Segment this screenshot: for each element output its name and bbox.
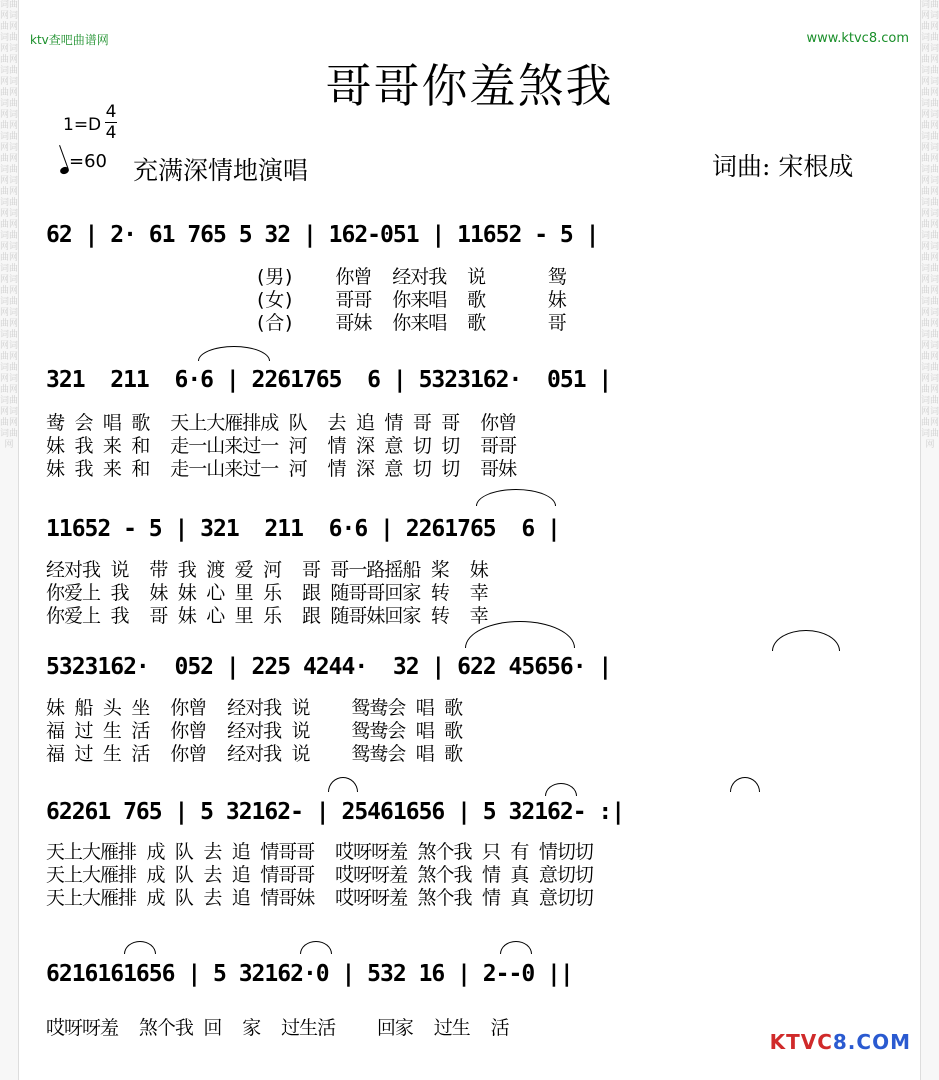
music-notes: 62261 765 | 5 32162- | 25461656 | 5 32162- :| <box>46 799 625 825</box>
tempo-value: =60 <box>69 151 107 172</box>
right-watermark-text: 词曲网词曲网词曲网词曲网词曲网词曲网词曲网词曲网词曲网词曲网词曲网词曲网词曲网词曲网词曲网词曲网词曲网词曲网词曲网词曲网词曲网词曲网词曲网词曲网词曲网词曲网词曲网 <box>921 0 939 450</box>
lyric-line-1-verse-2: (女) 哥哥 你来唱 歌 妹 <box>46 289 566 311</box>
lyric-line-2-verse-1: 鸯 会 唱 歌 天上大雁排成 队 去 追 情 哥 哥 你曾 <box>46 412 517 434</box>
slur <box>772 630 840 651</box>
music-line-1 <box>46 222 892 254</box>
lyric-line-6: 哎呀呀羞 煞个我 回 家 过生活 回家 过生 活 <box>46 1017 509 1039</box>
lyric-line-3-verse-1: 经对我 说 带 我 渡 爱 河 哥 哥一路摇船 桨 妹 <box>46 559 488 581</box>
time-signature <box>105 102 117 143</box>
slur <box>500 941 532 954</box>
slur <box>124 941 156 954</box>
lyric-line-1-verse-1: (男) 你曾 经对我 说 鸳 <box>46 266 566 288</box>
lyricist-composer: 词曲: 宋根成 <box>712 152 854 181</box>
site-url-right[interactable]: www.ktvc8.com <box>806 31 909 46</box>
music-notes: 6216161656 | 5 32162·0 | 532 16 | 2--0 || <box>46 961 573 987</box>
time-signature-top: 4 <box>105 102 117 122</box>
expression-marking: 充满深情地演唱 <box>133 156 309 185</box>
lyric-line-4-verse-2: 福 过 生 活 你曾 经对我 说 鸳鸯会 唱 歌 <box>46 720 463 742</box>
right-watermark-strip <box>920 0 939 1080</box>
key-signature: 1=D <box>63 115 102 135</box>
time-signature-bottom: 4 <box>105 123 117 143</box>
song-title: 哥哥你羞煞我 <box>325 59 614 113</box>
lyric-line-5-verse-2: 天上大雁排 成 队 去 追 情哥哥 哎呀呀羞 煞个我 情 真 意切切 <box>46 864 593 886</box>
lyric-line-3-verse-2: 你爱上 我 妹 妹 心 里 乐 跟 随哥哥回家 转 幸 <box>46 582 488 604</box>
music-line-4 <box>46 654 892 686</box>
music-notes: 11652 - 5 | 321 211 6·6 | 2261765 6 | <box>46 516 560 542</box>
slur <box>730 777 760 792</box>
site-name-left[interactable]: ktv查吧曲谱网 <box>30 33 109 47</box>
site-logo[interactable] <box>770 1030 911 1054</box>
lyric-line-2-verse-3: 妹 我 来 和 走一山来过一 河 情 深 意 切 切 哥妹 <box>46 458 517 480</box>
left-watermark-strip <box>0 0 19 1080</box>
slur <box>300 941 332 954</box>
lyric-line-5-verse-3: 天上大雁排 成 队 去 追 情哥妹 哎呀呀羞 煞个我 情 真 意切切 <box>46 887 593 909</box>
music-notes: 62 | 2· 61 765 5 32 | 162-051 | 11652 - 5 | <box>46 222 599 248</box>
quarter-note-icon <box>59 166 70 176</box>
lyric-line-5-verse-1: 天上大雁排 成 队 去 追 情哥哥 哎呀呀羞 煞个我 只 有 情切切 <box>46 841 593 863</box>
tempo-marking <box>60 151 107 172</box>
music-notes: 5323162· 052 | 225 4244· 32 | 622 45656· | <box>46 654 612 680</box>
music-line-6 <box>46 961 892 993</box>
lyric-line-4-verse-3: 福 过 生 活 你曾 经对我 说 鸳鸯会 唱 歌 <box>46 743 463 765</box>
music-line-5 <box>46 799 892 831</box>
lyric-line-4-verse-1: 妹 船 头 坐 你曾 经对我 说 鸳鸯会 唱 歌 <box>46 697 463 719</box>
logo-part-2: 8.COM <box>832 1030 911 1054</box>
logo-part-1: KTVC <box>769 1030 833 1054</box>
lyric-line-2-verse-2: 妹 我 来 和 走一山来过一 河 情 深 意 切 切 哥哥 <box>46 435 517 457</box>
music-line-2 <box>46 367 892 399</box>
slur <box>545 783 577 796</box>
music-line-3 <box>46 516 892 548</box>
slur <box>328 777 358 792</box>
music-notes: 321 211 6·6 | 2261765 6 | 5323162· 051 | <box>46 367 612 393</box>
slur <box>476 489 556 506</box>
slur <box>198 346 270 361</box>
lyric-line-1-verse-3: (合) 哥妹 你来唱 歌 哥 <box>46 312 566 334</box>
lyric-line-3-verse-3: 你爱上 我 哥 妹 心 里 乐 跟 随哥妹回家 转 幸 <box>46 605 488 627</box>
left-watermark-text: 词曲网词曲网词曲网词曲网词曲网词曲网词曲网词曲网词曲网词曲网词曲网词曲网词曲网词曲网词曲网词曲网词曲网词曲网词曲网词曲网词曲网词曲网词曲网词曲网词曲网词曲网词曲网 <box>0 0 19 450</box>
